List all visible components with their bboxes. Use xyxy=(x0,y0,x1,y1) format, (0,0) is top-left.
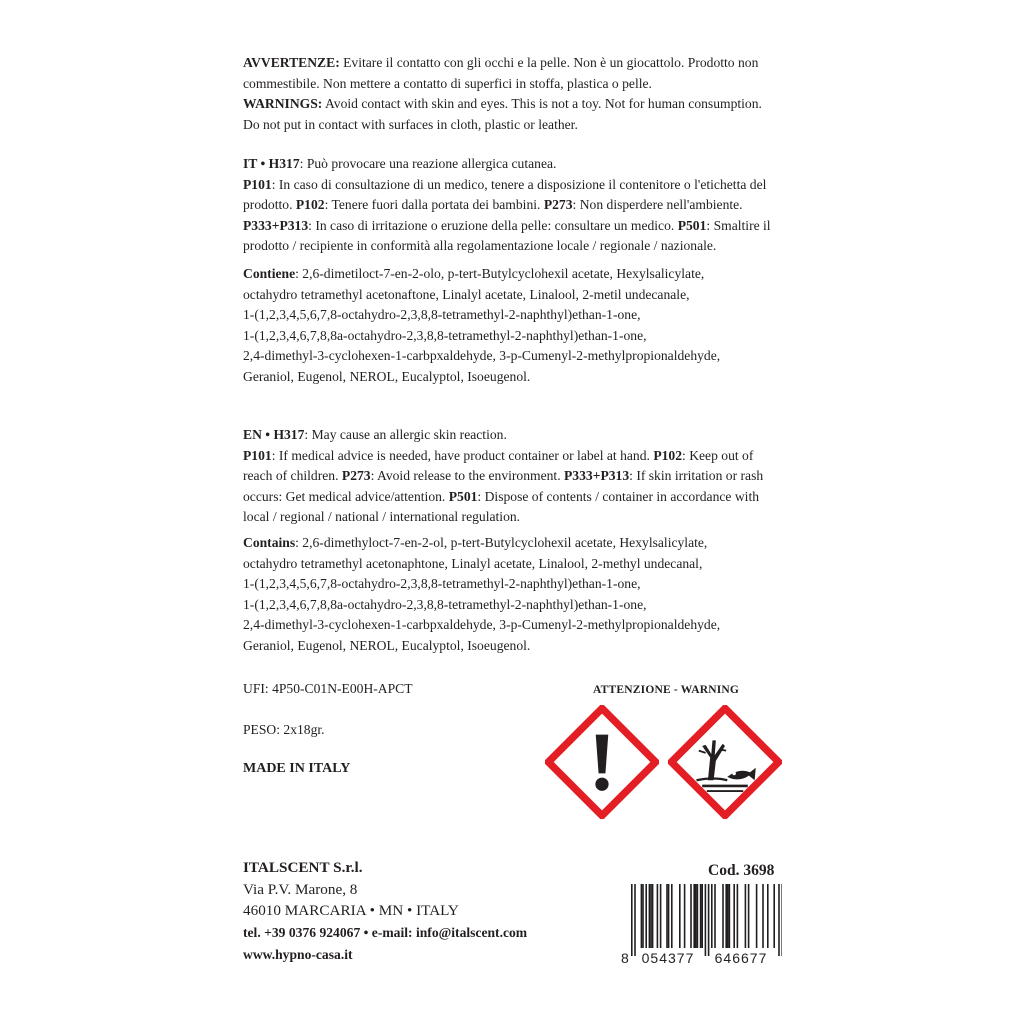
en-p101-text: : If medical advice is needed, have product container or label at hand. xyxy=(271,447,654,463)
warnings-it-text: Evitare il contatto con gli occhi e la pelle. Non è un giocattolo. Prodotto non commestibile. Non mettere a contatto di superfici in stoffa, plastica o pelle. xyxy=(243,55,759,91)
barcode-bar xyxy=(671,884,673,948)
barcode-bar xyxy=(729,884,731,948)
made-in-italy: MADE IN ITALY xyxy=(243,761,351,776)
it-precautions xyxy=(243,175,780,257)
barcode-bar xyxy=(705,884,707,956)
barcode-bar xyxy=(727,884,729,948)
barcode-bar xyxy=(641,884,643,948)
barcode-bar xyxy=(700,884,702,948)
ingredients-it-line-0: : 2,6-dimetiloct-7-en-2-olo, p-tert-Butylcyclohexil acetate, Hexylsalicylate, xyxy=(295,266,705,281)
en-p102-label: P102 xyxy=(653,447,683,463)
warnings-it xyxy=(243,53,780,94)
barcode-bar xyxy=(714,884,716,948)
barcode-bar xyxy=(668,884,670,948)
barcode-bar xyxy=(666,884,668,948)
exclamation-mark-icon xyxy=(545,705,659,819)
barcode-bar xyxy=(778,884,780,956)
company-contact: tel. +39 0376 924067 • e-mail: info@italscent.com xyxy=(243,925,528,941)
barcode-bar xyxy=(737,884,739,948)
it-p102-text: : Tenere fuori dalla portata dei bambini. xyxy=(324,197,544,212)
it-p273-label: P273 xyxy=(543,197,573,212)
ingredients-line: 1-(1,2,3,4,5,6,7,8-octahydro-2,3,8,8-tetramethyl-2-naphthyl)ethan-1-one, xyxy=(243,307,641,322)
it-p501-label: P501 xyxy=(677,217,707,233)
barcode-bar xyxy=(781,884,782,956)
ingredients-line: 1-(1,2,3,4,6,7,8,8a-octahydro-2,3,8,8-tetramethyl-2-naphthyl)ethan-1-one, xyxy=(243,596,647,612)
ingredients-line: 1-(1,2,3,4,6,7,8,8a-octahydro-2,3,8,8-tetramethyl-2-naphthyl)ethan-1-one, xyxy=(243,327,647,343)
company-name: ITALSCENT S.r.l. xyxy=(243,859,363,876)
warnings-en xyxy=(243,94,780,135)
warnings-section xyxy=(243,53,780,135)
it-p102-label: P102 xyxy=(295,197,325,212)
barcode-bar xyxy=(631,884,633,956)
ingredients-line xyxy=(243,264,780,285)
it-p501-text: : Smaltire il prodotto / recipiente in conformità alla regolamentazione locale / regionale / nazionale. xyxy=(243,217,771,253)
environment-hazard-icon xyxy=(668,705,782,819)
barcode-bar xyxy=(642,884,644,948)
warnings-en-text: Avoid contact with skin and eyes. This is not a toy. Not for human consumption. Do not put in contact with surfaces in cloth, plastic or leather. xyxy=(243,96,762,132)
barcode-bar xyxy=(711,884,713,948)
en-p273-text: : Avoid release to the environment. xyxy=(370,468,564,483)
en-h317-text: : May cause an allergic skin reaction. xyxy=(304,427,507,442)
ingredients-line xyxy=(243,533,780,554)
barcode-bar xyxy=(652,884,654,948)
it-p333-text: : In caso di irritazione o eruzione della pelle: consultare un medico. xyxy=(308,217,678,233)
hazard-statements-en xyxy=(243,425,780,528)
en-p501-label: P501 xyxy=(448,488,478,504)
barcode-bar xyxy=(756,884,758,948)
barcode-bar xyxy=(701,884,703,948)
barcode-bar xyxy=(679,884,681,948)
ingredients-en-label: Contains xyxy=(243,535,296,550)
en-h317-label: EN • H317 xyxy=(243,427,305,442)
barcode-bar xyxy=(634,884,636,956)
it-p273-text: : Non disperdere nell'ambiente. xyxy=(572,197,743,212)
barcode-digits-right: 646677 xyxy=(714,950,768,966)
ingredients-line: octahydro tetramethyl acetonaphtone, Linalyl acetate, Linalool, 2-methyl undecanal, xyxy=(243,555,703,571)
barcode-bar xyxy=(645,884,647,948)
it-p101-label: P101 xyxy=(243,176,272,192)
company-website: www.hypno-casa.it xyxy=(243,946,353,962)
ingredients-line: 2,4-dimethyl-3-cyclohexen-1-carbpxaldehyde, 3-p-Cumenyl-2-methylpropionaldehyde, xyxy=(243,617,721,632)
ingredients-line: Geraniol, Eugenol, NEROL, Eucalyptol, Isoeugenol. xyxy=(243,368,531,384)
en-h317 xyxy=(243,425,780,446)
en-precautions xyxy=(243,446,780,528)
en-p273-label: P273 xyxy=(341,468,371,483)
barcode-bar xyxy=(708,884,710,956)
barcode-bar xyxy=(693,884,695,948)
barcode-bar xyxy=(773,884,775,948)
ingredients-line: octahydro tetramethyl acetonaftone, Linalyl acetate, Linalool, 2-metil undecanale, xyxy=(243,286,690,302)
barcode-bar xyxy=(745,884,747,948)
barcode-bar xyxy=(657,884,659,948)
company-city: 46010 MARCARIA • MN • ITALY xyxy=(243,902,459,920)
barcode-bar xyxy=(748,884,750,948)
barcode-bar xyxy=(697,884,699,948)
ufi-code: UFI: 4P50-C01N-E00H-APCT xyxy=(243,681,413,696)
barcode-bar xyxy=(695,884,697,948)
it-p333-label: P333+P313 xyxy=(243,217,309,233)
barcode-bars xyxy=(631,884,782,956)
ingredients-line: 1-(1,2,3,4,5,6,7,8-octahydro-2,3,8,8-tetramethyl-2-naphthyl)ethan-1-one, xyxy=(243,576,641,591)
barcode-bar xyxy=(733,884,735,948)
barcode-bar xyxy=(649,884,651,948)
ingredients-en xyxy=(243,533,780,656)
barcode-digit-first: 8 xyxy=(621,950,629,966)
company-info xyxy=(243,857,527,966)
barcode-bar xyxy=(684,884,686,948)
company-street: Via P.V. Marone, 8 xyxy=(243,880,358,898)
it-h317-text: : Può provocare una reazione allergica cutanea. xyxy=(299,156,557,171)
barcode-bar xyxy=(690,884,692,948)
barcode-bar xyxy=(722,884,724,948)
barcode-bar xyxy=(725,884,727,948)
en-p501-text: : Dispose of contents / container in accordance with local / regional / national / international regulation. xyxy=(243,488,760,524)
it-h317 xyxy=(243,154,780,175)
warnings-it-label: AVVERTENZE: xyxy=(243,55,340,70)
barcode-bar xyxy=(762,884,764,948)
ingredients-it-label: Contiene xyxy=(243,266,296,281)
barcode-bar xyxy=(767,884,769,948)
weight: PESO: 2x18gr. xyxy=(243,722,325,737)
en-p333-text: : If skin irritation or rash occurs: Get medical advice/attention. xyxy=(243,468,764,504)
ghs-warning-title: ATTENZIONE - WARNING xyxy=(593,684,740,696)
en-p333-label: P333+P313 xyxy=(564,468,630,483)
ingredients-it xyxy=(243,264,780,387)
hazard-statements-it xyxy=(243,154,780,257)
barcode-digits-left: 054377 xyxy=(641,950,695,966)
warnings-en-label: WARNINGS: xyxy=(243,96,323,111)
barcode xyxy=(617,884,782,966)
ingredients-en-line-0: : 2,6-dimethyloct-7-en-2-ol, p-tert-Butylcyclohexil acetate, Hexylsalicylate, xyxy=(295,535,708,550)
barcode-bar xyxy=(650,884,652,948)
barcode-bar xyxy=(660,884,662,948)
en-p101-label: P101 xyxy=(243,447,272,463)
it-h317-label: IT • H317 xyxy=(243,156,300,171)
product-code: Cod. 3698 xyxy=(708,862,775,879)
ingredients-line: 2,4-dimethyl-3-cyclohexen-1-carbpxaldehyde, 3-p-Cumenyl-2-methylpropionaldehyde, xyxy=(243,348,721,363)
ingredients-line: Geraniol, Eugenol, NEROL, Eucalyptol, Isoeugenol. xyxy=(243,637,531,653)
en-p102-text: : Keep out of reach of children. xyxy=(243,447,754,483)
it-p101-text: : In caso di consultazione di un medico, tenere a disposizione il contenitore o l'etichetta del prodotto. xyxy=(243,176,767,212)
